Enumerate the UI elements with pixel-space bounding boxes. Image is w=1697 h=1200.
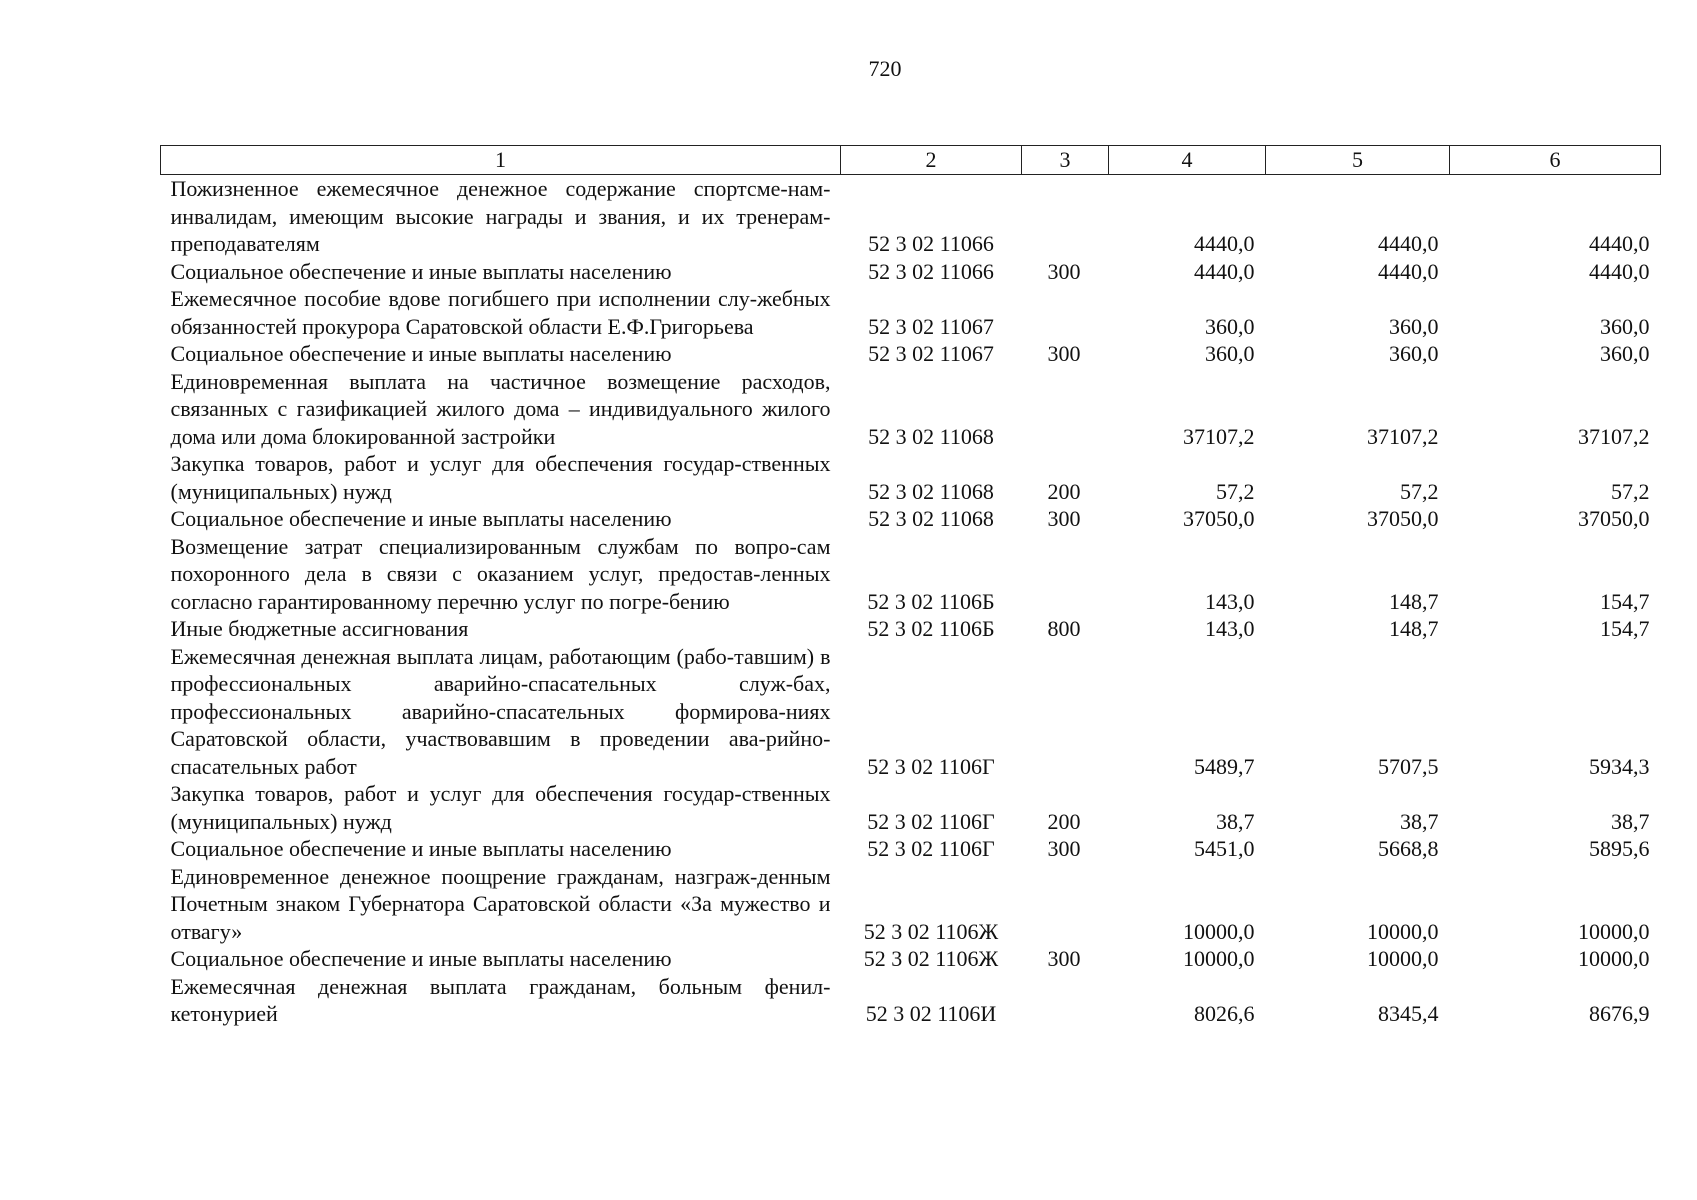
table-row — [161, 258, 1661, 286]
amount-year3-cell: 37050,0 — [1578, 506, 1650, 531]
amount-year2-cell: 5707,5 — [1378, 753, 1439, 779]
amount-year3-cell: 5934,3 — [1589, 753, 1650, 779]
column-header-1: 1 — [161, 146, 841, 175]
table-row — [161, 780, 1661, 835]
expense-type-cell: 300 — [1047, 341, 1081, 366]
expense-type-cell — [1022, 368, 1109, 451]
table-row — [161, 945, 1661, 973]
row-name-cell: Ежемесячная денежная выплата гражданам, больным фенил-кетонурией — [170, 973, 831, 1026]
expense-type-cell — [1022, 175, 1109, 258]
amount-year2-cell: 38,7 — [1400, 808, 1439, 834]
amount-year3-cell: 10000,0 — [1578, 918, 1650, 944]
amount-year1-cell: 38,7 — [1216, 808, 1255, 834]
amount-year1-cell: 4440,0 — [1194, 231, 1255, 256]
expense-type-cell — [1022, 285, 1109, 340]
column-header-2: 2 — [841, 146, 1022, 175]
amount-year3-cell: 154,7 — [1600, 588, 1650, 614]
table-row — [161, 285, 1661, 340]
amount-year2-cell: 4440,0 — [1378, 231, 1439, 256]
row-name-cell: Иные бюджетные ассигнования — [170, 616, 469, 641]
expense-type-cell — [1022, 973, 1109, 1028]
row-name-cell: Социальное обеспечение и иные выплаты населению — [170, 946, 672, 971]
amount-year1-cell: 37107,2 — [1183, 423, 1255, 449]
expense-type-cell — [1022, 643, 1109, 781]
amount-year1-cell: 10000,0 — [1183, 918, 1255, 944]
table-row — [161, 835, 1661, 863]
amount-year2-cell: 148,7 — [1389, 588, 1439, 614]
amount-year2-cell: 148,7 — [1389, 616, 1439, 641]
amount-year1-cell: 8026,6 — [1194, 1001, 1255, 1026]
amount-year2-cell: 10000,0 — [1367, 946, 1439, 971]
amount-year3-cell: 154,7 — [1600, 616, 1650, 641]
amount-year3-cell: 360,0 — [1600, 313, 1650, 339]
target-article-cell: 52 3 02 1106Г — [867, 808, 995, 834]
row-name-cell: Возмещение затрат специализированным службам по вопро-сам похоронного дела в связи с оказанием услуг, предостав-ленных согласно гарантированному перечню услуг по погре-бению — [170, 533, 831, 614]
amount-year2-cell: 37107,2 — [1367, 423, 1439, 449]
target-article-cell: 52 3 02 1106Г — [867, 753, 995, 779]
amount-year1-cell: 10000,0 — [1183, 946, 1255, 971]
amount-year1-cell: 360,0 — [1205, 341, 1255, 366]
target-article-cell: 52 3 02 11066 — [868, 258, 994, 284]
target-article-cell: 52 3 02 11067 — [868, 313, 994, 339]
expense-type-cell — [1022, 533, 1109, 616]
row-name-cell: Единовременное денежное поощрение гражданам, назграж-денным Почетным знаком Губернатора Саратовской области «За мужество и отвагу» — [170, 863, 831, 944]
amount-year1-cell: 5489,7 — [1194, 753, 1255, 779]
target-article-cell: 52 3 02 1106Г — [867, 836, 995, 861]
amount-year3-cell: 8676,9 — [1589, 1001, 1650, 1026]
expense-type-cell: 300 — [1047, 946, 1081, 971]
expense-type-cell: 300 — [1047, 506, 1081, 531]
amount-year3-cell: 360,0 — [1600, 341, 1650, 366]
target-article-cell: 52 3 02 11067 — [868, 341, 994, 366]
amount-year2-cell: 37050,0 — [1367, 506, 1439, 531]
row-name-cell: Социальное обеспечение и иные выплаты населению — [170, 836, 672, 861]
amount-year3-cell: 57,2 — [1611, 478, 1650, 504]
row-name-cell: Закупка товаров, работ и услуг для обеспечения государ-ственных (муниципальных) нужд — [170, 451, 831, 504]
header-row — [161, 146, 1661, 175]
row-name-cell: Закупка товаров, работ и услуг для обеспечения государ-ственных (муниципальных) нужд — [170, 781, 831, 834]
expense-type-cell — [1022, 863, 1109, 946]
column-header-5: 5 — [1266, 146, 1450, 175]
amount-year2-cell: 10000,0 — [1367, 918, 1439, 944]
expense-type-cell: 800 — [1047, 616, 1081, 641]
expense-type-cell: 200 — [1047, 808, 1081, 834]
amount-year2-cell: 360,0 — [1389, 341, 1439, 366]
table-row — [161, 863, 1661, 946]
target-article-cell: 52 3 02 11066 — [868, 231, 994, 256]
column-header-3: 3 — [1022, 146, 1109, 175]
amount-year2-cell: 57,2 — [1400, 478, 1439, 504]
amount-year1-cell: 5451,0 — [1194, 836, 1255, 861]
expense-type-cell: 300 — [1047, 258, 1081, 284]
target-article-cell: 52 3 02 1106Ж — [863, 918, 999, 944]
row-name-cell: Социальное обеспечение и иные выплаты населению — [170, 341, 672, 366]
target-article-cell: 52 3 02 1106И — [865, 1001, 997, 1026]
amount-year3-cell: 4440,0 — [1589, 231, 1650, 256]
row-name-cell: Ежемесячное пособие вдове погибшего при исполнении слу-жебных обязанностей прокурора Саратовской области Е.Ф.Григорьева — [170, 286, 831, 339]
budget-table — [160, 145, 1661, 1028]
table-row — [161, 450, 1661, 505]
amount-year3-cell: 10000,0 — [1578, 946, 1650, 971]
column-header-6: 6 — [1450, 146, 1661, 175]
target-article-cell: 52 3 02 1106Б — [867, 588, 995, 614]
amount-year2-cell: 360,0 — [1389, 313, 1439, 339]
table-row — [161, 505, 1661, 533]
target-article-cell: 52 3 02 1106Б — [867, 616, 995, 641]
page-number: 720 — [868, 56, 902, 81]
amount-year2-cell: 4440,0 — [1378, 258, 1439, 284]
amount-year1-cell: 57,2 — [1216, 478, 1255, 504]
amount-year3-cell: 5895,6 — [1589, 836, 1650, 861]
amount-year1-cell: 143,0 — [1205, 588, 1255, 614]
table-row — [161, 368, 1661, 451]
target-article-cell: 52 3 02 1106Ж — [863, 946, 999, 971]
expense-type-cell: 200 — [1047, 478, 1081, 504]
target-article-cell: 52 3 02 11068 — [868, 478, 994, 504]
table-row — [161, 175, 1661, 258]
row-name-cell: Социальное обеспечение и иные выплаты населению — [170, 506, 672, 531]
row-name-cell: Ежемесячная денежная выплата лицам, работающим (рабо-тавшим) в профессиональных аварийно-спасательных служ-бах, профессиональных аварийно-спасательных формирова-ниях Саратовской области, участвовавшим в проведении ава-рийно-спасательных работ — [170, 643, 831, 779]
row-name-cell: Единовременная выплата на частичное возмещение расходов, связанных с газификацией жилого дома – индивидуального жилого дома или дома блокированной застройки — [170, 368, 831, 449]
table-row — [161, 615, 1661, 643]
amount-year2-cell: 8345,4 — [1378, 1001, 1439, 1026]
amount-year1-cell: 37050,0 — [1183, 506, 1255, 531]
amount-year3-cell: 37107,2 — [1578, 423, 1650, 449]
amount-year1-cell: 360,0 — [1205, 313, 1255, 339]
amount-year1-cell: 4440,0 — [1194, 258, 1255, 284]
row-name-cell: Пожизненное ежемесячное денежное содержание спортсме-нам-инвалидам, имеющим высокие награды и звания, и их тренерам-преподавателям — [170, 176, 831, 256]
table-row — [161, 533, 1661, 616]
amount-year1-cell: 143,0 — [1205, 616, 1255, 641]
amount-year3-cell: 38,7 — [1611, 808, 1650, 834]
column-header-4: 4 — [1109, 146, 1266, 175]
target-article-cell: 52 3 02 11068 — [868, 423, 994, 449]
table-row — [161, 643, 1661, 781]
target-article-cell: 52 3 02 11068 — [868, 506, 994, 531]
amount-year2-cell: 5668,8 — [1378, 836, 1439, 861]
amount-year3-cell: 4440,0 — [1589, 258, 1650, 284]
table-row — [161, 340, 1661, 368]
table-body — [161, 175, 1661, 1028]
table-row — [161, 973, 1661, 1028]
row-name-cell: Социальное обеспечение и иные выплаты населению — [170, 258, 672, 284]
expense-type-cell: 300 — [1047, 836, 1081, 861]
